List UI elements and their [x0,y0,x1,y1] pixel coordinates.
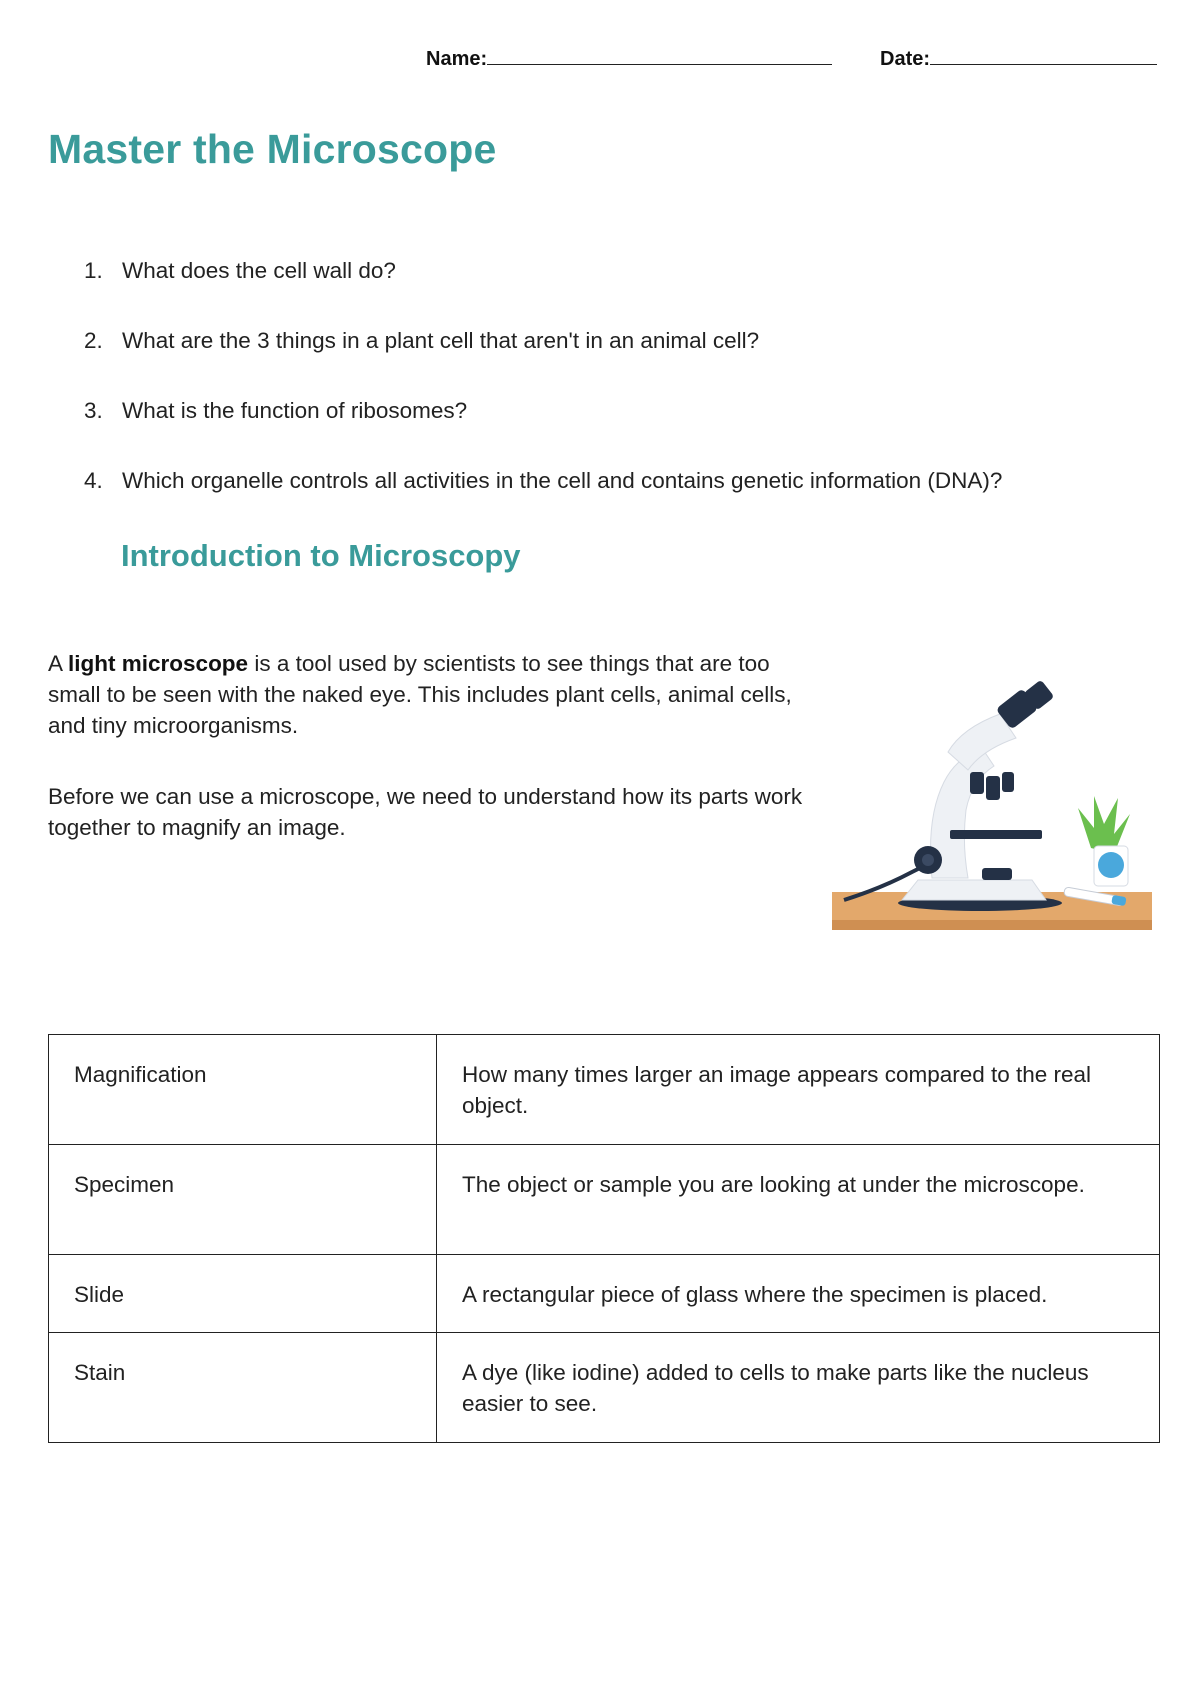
date-blank-line[interactable] [930,46,1157,65]
question-text: What is the function of ribosomes? [122,398,468,423]
term-cell: Stain [49,1333,437,1443]
name-blank-line[interactable] [487,46,832,65]
name-label: Name: [426,48,488,70]
table-row [49,1035,1160,1145]
question-list [84,258,1002,538]
date-field [880,46,1157,71]
question-text: Which organelle controls all activities in the cell and contains genetic information (DNA)? [122,468,1003,493]
intro-text [48,648,828,883]
question-item [84,258,1002,328]
definition-cell: How many times larger an image appears compared to the real object. [437,1035,1160,1145]
date-label: Date: [880,48,931,70]
question-item [84,398,1002,468]
question-number: 3. [84,398,103,423]
page-title: Master the Microscope [48,126,497,172]
intro-paragraph-1 [48,648,828,741]
microscope-illustration [832,648,1152,964]
term-cell: Specimen [49,1145,437,1255]
glossary-table [48,1034,1160,1443]
question-item [84,328,1002,398]
question-number: 1. [84,258,103,283]
table-row [49,1145,1160,1255]
question-item [84,468,1002,538]
term-cell: Magnification [49,1035,437,1145]
definition-cell: A rectangular piece of glass where the specimen is placed. [437,1255,1160,1333]
intro-rest: is a tool used by scientists to see things that are too small to be seen with the naked eye. This includes plant cells, animal cells, and tiny microorganisms. [48,651,792,738]
section-heading: Introduction to Microscopy [121,538,521,573]
term-cell: Slide [49,1255,437,1333]
intro-prefix: A [48,651,69,676]
question-text: What are the 3 things in a plant cell that aren't in an animal cell? [122,328,760,353]
intro-bold-term: light microscope [68,651,249,676]
question-number: 4. [84,468,103,493]
name-field [426,46,832,71]
intro-paragraph-2: Before we can use a microscope, we need to understand how its parts work together to magnify an image. [48,784,803,840]
table-row [49,1255,1160,1333]
definition-cell: A dye (like iodine) added to cells to make parts like the nucleus easier to see. [437,1333,1160,1443]
question-number: 2. [84,328,103,353]
question-text: What does the cell wall do? [122,258,396,283]
table-row [49,1333,1160,1443]
definition-cell: The object or sample you are looking at under the microscope. [437,1145,1160,1255]
